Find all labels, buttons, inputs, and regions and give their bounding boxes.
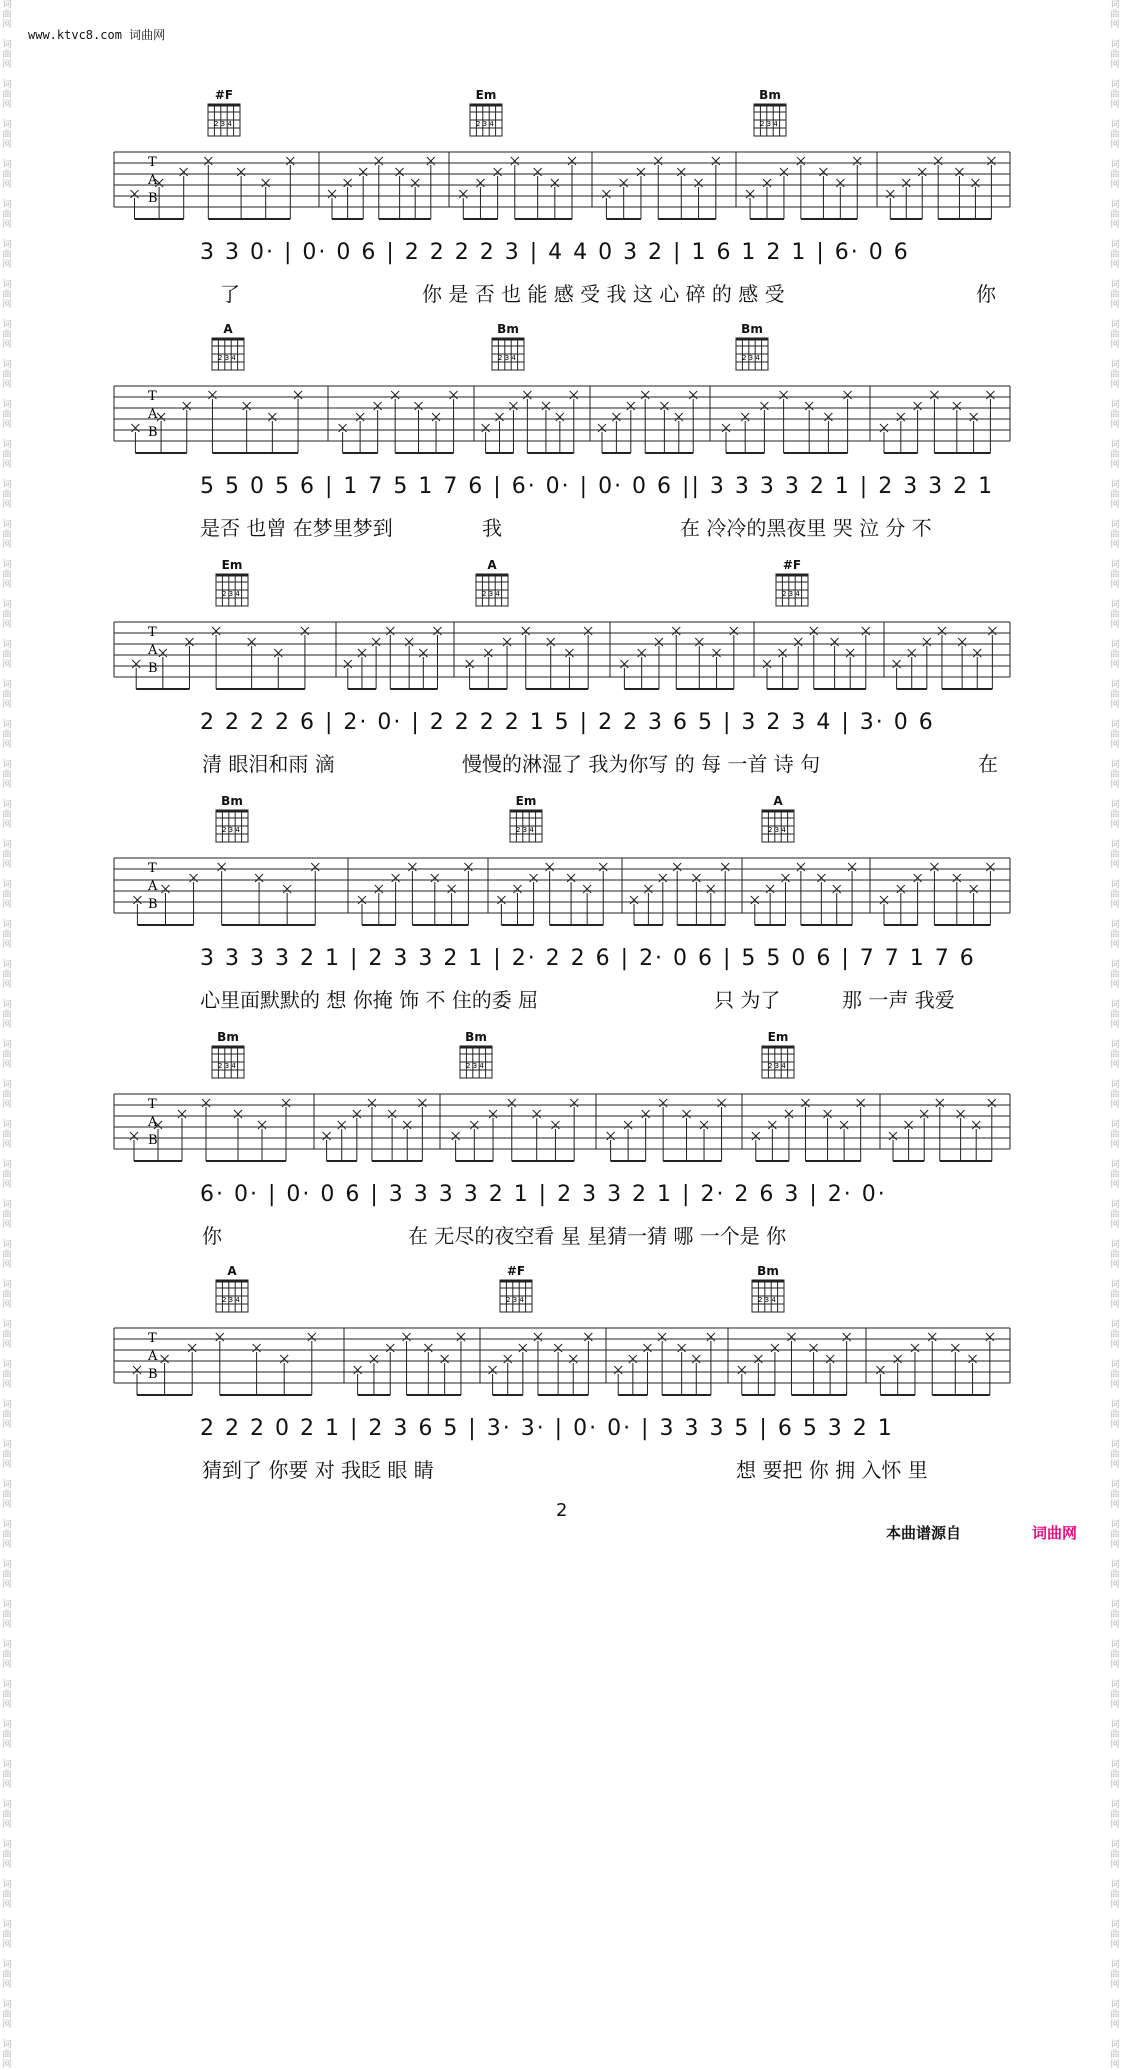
- tab-staff: [114, 558, 1010, 698]
- system-6: [114, 1264, 1010, 1488]
- lyric-segment: 只 为了: [714, 988, 781, 1012]
- svg-text:2 3 4: 2 3 4: [466, 1062, 484, 1070]
- jianpu-notes: 3 3 0· | 0· 0 6 | 2 2 2 2 3 | 4 4 0 3 2 | 1 6 1 2 1 | 6· 0 6: [200, 240, 910, 265]
- svg-text:A: A: [148, 407, 158, 422]
- lyric-segment: 猜到了 你要 对 我眨 眼 睛: [202, 1458, 434, 1482]
- svg-text:2 3 4: 2 3 4: [476, 120, 494, 128]
- jianpu-notes: 5 5 0 5 6 | 1 7 5 1 7 6 | 6· 0· | 0· 0 6 || 3 3 3 3 2 1 | 2 3 3 2 1: [200, 474, 995, 499]
- lyric-segment: 了: [220, 282, 240, 306]
- lyric-segment: 在 无尽的夜空看 星 星猜一猜 哪 一个是 你: [408, 1224, 787, 1248]
- svg-text:A: A: [148, 1349, 158, 1364]
- lyric-segment: 心里面默默的 想 你掩 饰 不 住的委 屈: [200, 988, 539, 1012]
- lyric-segment: 慢慢的淋湿了 我为你写 的 每 一首 诗 句: [462, 752, 821, 776]
- svg-text:2 3 4: 2 3 4: [742, 354, 760, 362]
- lyric-segment: 你: [202, 1224, 222, 1248]
- svg-text:2 3 4: 2 3 4: [758, 1296, 776, 1304]
- lyric-segment: 你: [976, 282, 996, 306]
- svg-text:2 3 4: 2 3 4: [222, 590, 240, 598]
- page-number: 2: [556, 1500, 568, 1521]
- tab-staff: [114, 322, 1010, 462]
- tab-clef: T: [148, 1331, 157, 1346]
- chord-name: A: [223, 322, 233, 336]
- chord-name: A: [227, 1264, 237, 1278]
- svg-text:2 3 4: 2 3 4: [222, 1296, 240, 1304]
- system-1: [114, 88, 1010, 312]
- chord-name: #F: [214, 88, 234, 102]
- chord-name: #F: [506, 1264, 526, 1278]
- lyric-segment: 想 要把 你 拥 入怀 里: [736, 1458, 928, 1482]
- chord-name: Bm: [217, 1030, 239, 1044]
- tab-clef: T: [148, 155, 157, 170]
- svg-text:B: B: [148, 661, 158, 676]
- chord-name: Bm: [221, 794, 243, 808]
- tab-clef: T: [148, 1097, 157, 1112]
- svg-text:A: A: [148, 1115, 158, 1130]
- system-5: [114, 1030, 1010, 1254]
- jianpu-notes: 6· 0· | 0· 0 6 | 3 3 3 3 2 1 | 2 3 3 2 1 | 2· 2 6 3 | 2· 0·: [200, 1182, 887, 1207]
- system-2: [114, 322, 1010, 546]
- jianpu-notes: 3 3 3 3 2 1 | 2 3 3 2 1 | 2· 2 2 6 | 2· 0 6 | 5 5 0 6 | 7 7 1 7 6: [200, 946, 976, 971]
- chord-name: Bm: [497, 322, 519, 336]
- chord-name: Bm: [757, 1264, 779, 1278]
- tab-staff: [114, 1264, 1010, 1404]
- tab-staff: [114, 1030, 1010, 1170]
- chord-name: A: [773, 794, 783, 808]
- brand-logo: 词曲网: [1032, 1524, 1078, 1542]
- chord-name: Em: [221, 558, 243, 572]
- lyric-segment: 清 眼泪和雨 滴: [202, 752, 335, 776]
- tab-clef: T: [148, 861, 157, 876]
- chord-name: #F: [782, 558, 802, 572]
- chord-name: Bm: [741, 322, 763, 336]
- chord-name: Bm: [465, 1030, 487, 1044]
- svg-text:B: B: [148, 1367, 158, 1382]
- svg-text:2 3 4: 2 3 4: [768, 826, 786, 834]
- lyric-segment: 我: [482, 516, 502, 540]
- tab-clef: T: [148, 389, 157, 404]
- lyric-segment: 是否 也曾 在梦里梦到: [200, 516, 393, 540]
- svg-text:2 3 4: 2 3 4: [516, 826, 534, 834]
- chord-name: Bm: [759, 88, 781, 102]
- svg-text:2 3 4: 2 3 4: [218, 1062, 236, 1070]
- jianpu-notes: 2 2 2 2 6 | 2· 0· | 2 2 2 2 1 5 | 2 2 3 6 5 | 3 2 3 4 | 3· 0 6: [200, 710, 935, 735]
- side-watermark-right: 词 曲 网 词 曲 网 词 曲 网 词 曲 网 词 曲 网 词 曲 网 词 曲 网 词 曲 网 词 曲 网 词 曲 网 词 曲 网 词 曲 网 词 曲 网 词 曲 网 词 曲 网 词 曲 网 词 曲 网 词 曲 网 词 曲 网 词 曲 网 词 曲 网 词 曲 网 词 曲 网 词 曲 网 词 曲 网 词 曲 网 词 曲 网 词 曲 网 词 曲 网 词 曲 网 词 曲 网 词 曲 网 词 曲 网 词 曲 网 词 曲 网 词 曲 网 词 曲 网 词 曲 网 词 曲 网 词 曲 网 词 曲 网 词 曲 网 词 曲 网 词 曲 网 词 曲 网 词 曲 网 词 曲 网 词 曲 网 词 曲 网 词 曲 网 词 曲 网 词 曲 网: [1110, 0, 1120, 2070]
- lyric-segment: 你 是 否 也 能 感 受 我 这 心 碎 的 感 受: [422, 282, 785, 306]
- system-3: [114, 558, 1010, 782]
- tab-staff: [114, 88, 1010, 228]
- svg-text:2 3 4: 2 3 4: [768, 1062, 786, 1070]
- svg-text:A: A: [148, 643, 158, 658]
- svg-text:B: B: [148, 191, 158, 206]
- chord-name: Em: [475, 88, 497, 102]
- svg-text:B: B: [148, 897, 158, 912]
- jianpu-notes: 2 2 2 0 2 1 | 2 3 6 5 | 3· 3· | 0· 0· | 3 3 3 5 | 6 5 3 2 1: [200, 1416, 894, 1441]
- chord-name: A: [487, 558, 497, 572]
- svg-text:2 3 4: 2 3 4: [222, 826, 240, 834]
- chord-name: Em: [515, 794, 537, 808]
- lyric-segment: 在: [978, 752, 998, 776]
- svg-text:2 3 4: 2 3 4: [214, 120, 232, 128]
- svg-text:2 3 4: 2 3 4: [498, 354, 516, 362]
- chord-name: Em: [767, 1030, 789, 1044]
- site-url: www.ktvc8.com 词曲网: [28, 28, 166, 42]
- svg-text:2 3 4: 2 3 4: [218, 354, 236, 362]
- svg-text:A: A: [148, 173, 158, 188]
- lyric-segment: 那 一声 我爱: [842, 988, 955, 1012]
- svg-text:B: B: [148, 425, 158, 440]
- svg-text:2 3 4: 2 3 4: [782, 590, 800, 598]
- tab-staff: [114, 794, 1010, 934]
- svg-text:B: B: [148, 1133, 158, 1148]
- lyric-segment: 在 冷冷的黑夜里 哭 泣 分 不: [680, 516, 932, 540]
- svg-text:A: A: [148, 879, 158, 894]
- side-watermark-left: 词 曲 网 词 曲 网 词 曲 网 词 曲 网 词 曲 网 词 曲 网 词 曲 网 词 曲 网 词 曲 网 词 曲 网 词 曲 网 词 曲 网 词 曲 网 词 曲 网 词 曲 网 词 曲 网 词 曲 网 词 曲 网 词 曲 网 词 曲 网 词 曲 网 词 曲 网 词 曲 网 词 曲 网 词 曲 网 词 曲 网 词 曲 网 词 曲 网 词 曲 网 词 曲 网 词 曲 网 词 曲 网 词 曲 网 词 曲 网 词 曲 网 词 曲 网 词 曲 网 词 曲 网 词 曲 网 词 曲 网 词 曲 网 词 曲 网 词 曲 网 词 曲 网 词 曲 网 词 曲 网 词 曲 网 词 曲 网 词 曲 网 词 曲 网 词 曲 网 词 曲 网: [2, 0, 12, 2070]
- svg-text:2 3 4: 2 3 4: [760, 120, 778, 128]
- tab-clef: T: [148, 625, 157, 640]
- svg-text:2 3 4: 2 3 4: [506, 1296, 524, 1304]
- source-label: 本曲谱源自: [886, 1524, 962, 1542]
- system-4: [114, 794, 1010, 1018]
- svg-text:2 3 4: 2 3 4: [482, 590, 500, 598]
